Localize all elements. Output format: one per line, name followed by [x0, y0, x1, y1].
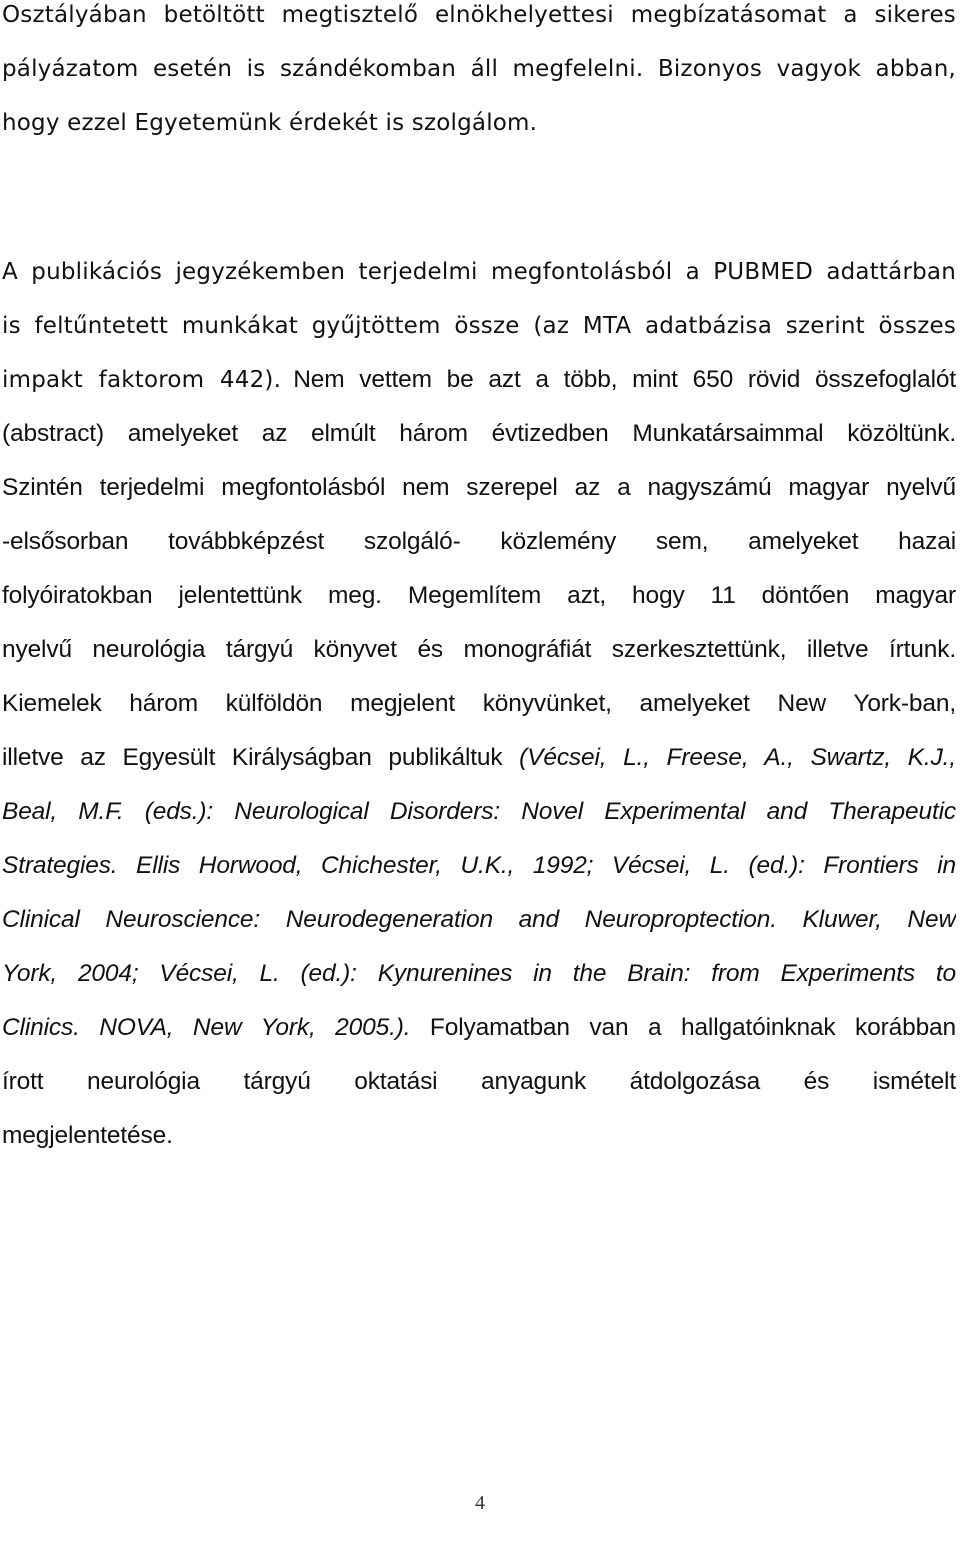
page-number: 4: [475, 1492, 485, 1514]
paragraph-2: [2, 257, 956, 365]
text-segment: impakt faktorom 442).: [2, 367, 282, 393]
text-line: Szintén terjedelmi megfontolásból nem szerepel az a nagyszámú magyar nyelvű: [2, 474, 956, 501]
text-line: Kiemelek három külföldön megjelent könyvünket, amelyeket New York-ban,: [2, 690, 956, 717]
text-line: is feltűntetett munkákat gyűjtöttem össze (az MTA adatbázisa szerint összes: [2, 313, 956, 339]
citation-line: Clinical Neuroscience: Neurodegeneration and Neuroproptection. Kluwer, New: [2, 906, 956, 933]
citation-line: York, 2004; Vécsei, L. (ed.): Kynurenines in the Brain: from Experiments to: [2, 960, 956, 987]
text-segment: Nem vettem be azt a több, mint 650 rövid összefoglalót: [293, 366, 956, 393]
text-line: hogy ezzel Egyetemünk érdekét is szolgálom.: [2, 110, 538, 136]
text-line: [2, 1013, 956, 1067]
citation-line: Strategies. Ellis Horwood, Chichester, U.K., 1992; Vécsei, L. (ed.): Frontiers in: [2, 852, 956, 879]
text-segment: Folyamatban van a hallgatóinknak korábban: [410, 1014, 956, 1041]
paragraph-3: [2, 365, 956, 1175]
text-line: pályázatom esetén is szándékomban áll megfelelni. Bizonyos vagyok abban,: [2, 56, 956, 82]
text-line: -elsősorban továbbképzést szolgáló- közlemény sem, amelyeket hazai: [2, 528, 956, 555]
text-line: megjelentetése.: [2, 1122, 173, 1149]
paragraph-1: [2, 0, 956, 162]
citation-segment: (Vécsei, L., Freese, A., Swartz, K.J.,: [519, 744, 956, 771]
text-line: írott neurológia tárgyú oktatási anyagunk átdolgozása és ismételt: [2, 1068, 956, 1095]
text-line: (abstract) amelyeket az elmúlt három évtizedben Munkatársaimmal közöltünk.: [2, 420, 956, 447]
citation-segment: Clinics. NOVA, New York, 2005.).: [2, 1014, 411, 1041]
text-line: Osztályában betöltött megtisztelő elnökhelyettesi megbízatásomat a sikeres: [2, 2, 956, 28]
text-line: [2, 365, 956, 419]
text-line: A publikációs jegyzékemben terjedelmi megfontolásból a PUBMED adattárban: [2, 259, 956, 285]
text-line: nyelvű neurológia tárgyú könyvet és monográfiát szerkesztettünk, illetve írtunk.: [2, 636, 956, 663]
text-segment: illetve az Egyesült Királyságban publikáltuk: [2, 744, 520, 771]
text-line: [2, 743, 956, 797]
text-line: folyóiratokban jelentettünk meg. Megemlítem azt, hogy 11 döntően magyar: [2, 582, 956, 609]
citation-line: Beal, M.F. (eds.): Neurological Disorders: Novel Experimental and Therapeutic: [2, 798, 956, 825]
